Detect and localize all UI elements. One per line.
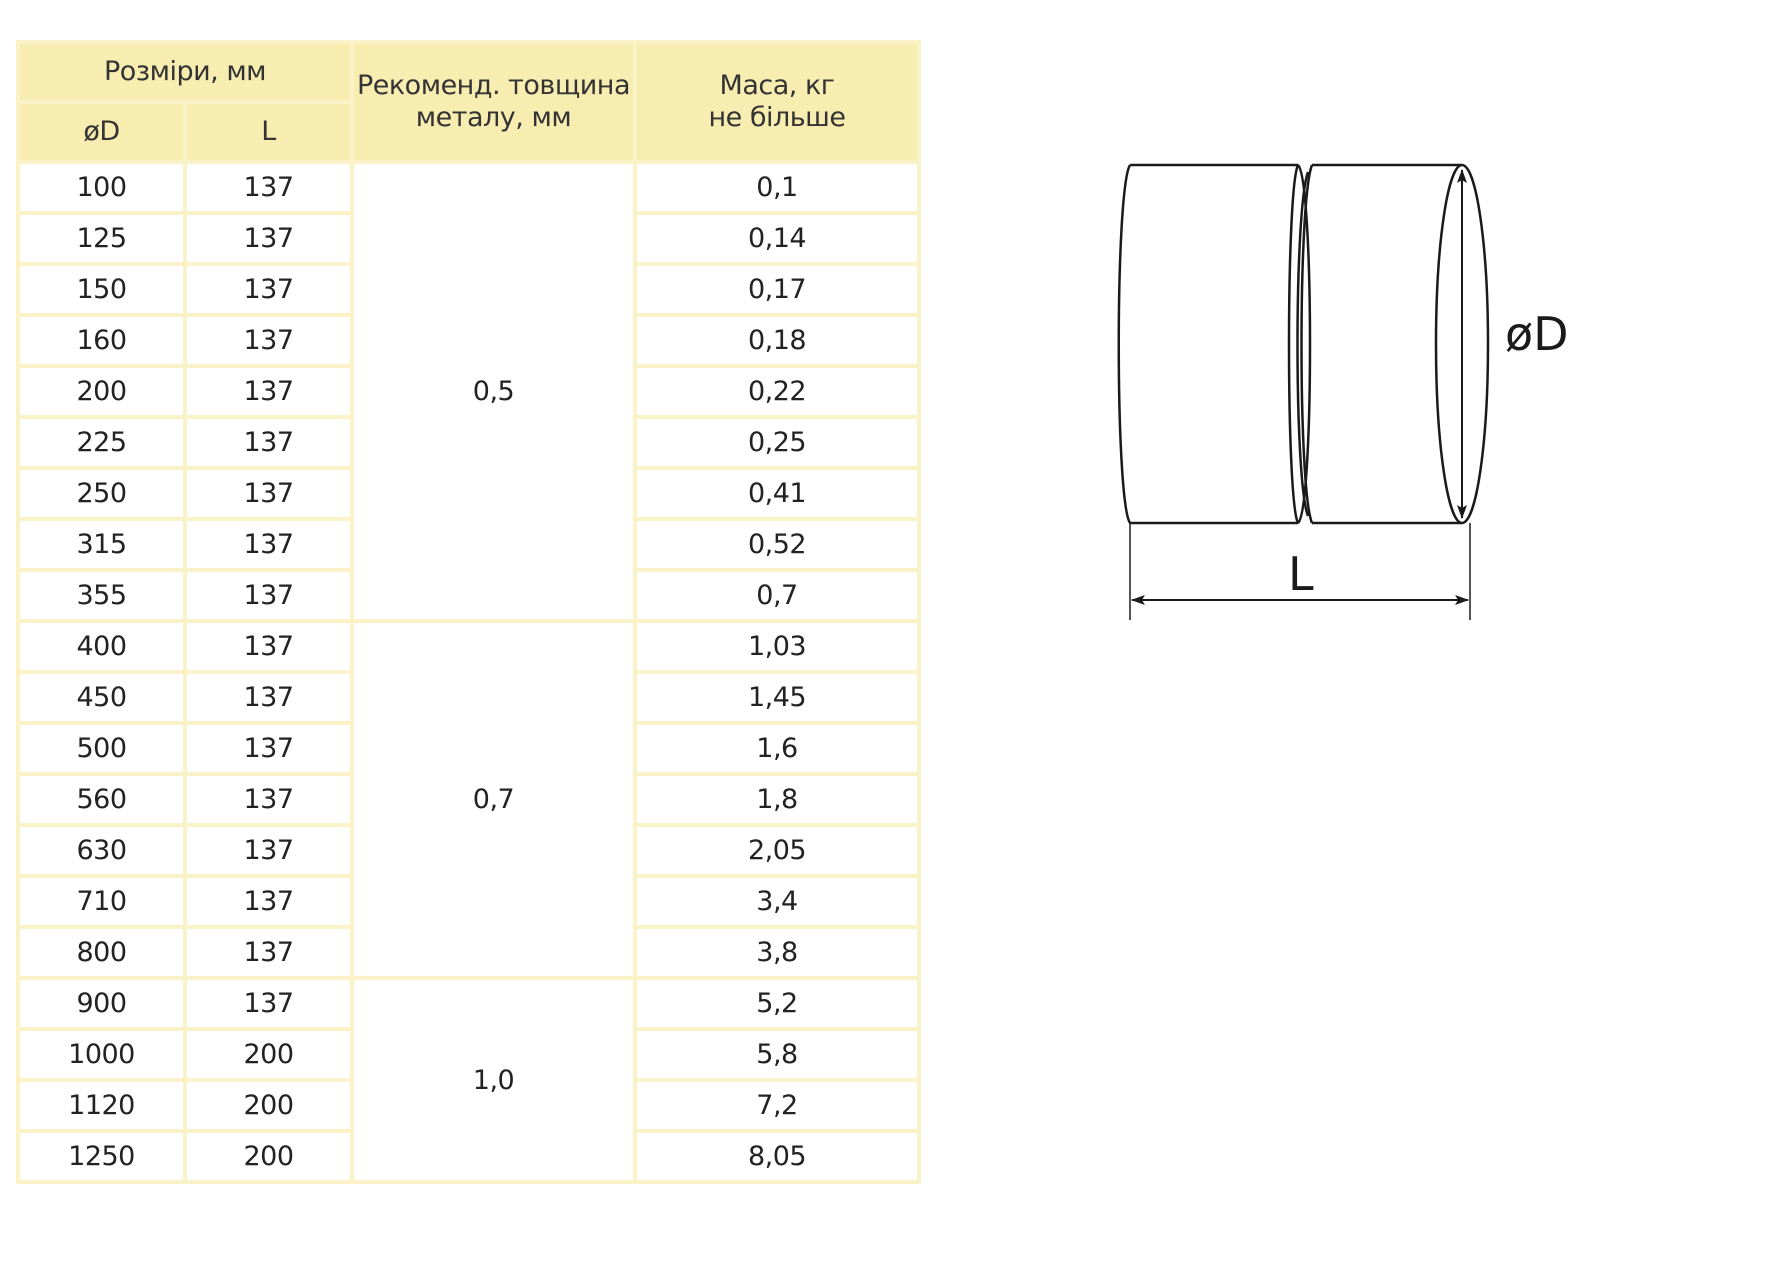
header-diameter: øD [18,102,185,162]
spec-table-container [16,40,921,1184]
cell-length: 200 [185,1029,352,1080]
header-length: L [185,102,352,162]
table-row [18,978,919,1029]
cell-length: 137 [185,876,352,927]
cell-diameter: 200 [18,366,185,417]
spec-table-header [18,42,919,162]
cell-length: 137 [185,519,352,570]
cell-length: 137 [185,417,352,468]
cell-mass: 0,41 [635,468,919,519]
header-thickness-line1: Рекоменд. товщина [356,70,631,101]
cell-diameter: 160 [18,315,185,366]
spec-table [16,40,921,1184]
cell-diameter: 560 [18,774,185,825]
cell-mass: 0,17 [635,264,919,315]
cell-length: 137 [185,621,352,672]
coupling-drawing [1100,150,1660,690]
cell-mass: 2,05 [635,825,919,876]
cell-mass: 5,8 [635,1029,919,1080]
header-mass-line1: Маса, кг [719,70,835,101]
cell-length: 137 [185,570,352,621]
cell-mass: 0,7 [635,570,919,621]
cell-mass: 5,2 [635,978,919,1029]
cell-length: 137 [185,672,352,723]
table-row [18,162,919,213]
cell-diameter: 250 [18,468,185,519]
cell-diameter: 500 [18,723,185,774]
cell-diameter: 355 [18,570,185,621]
cell-length: 137 [185,213,352,264]
cell-mass: 0,18 [635,315,919,366]
cell-diameter: 1120 [18,1080,185,1131]
cell-mass: 8,05 [635,1131,919,1182]
diameter-label: øD [1505,307,1569,361]
cell-diameter: 630 [18,825,185,876]
cell-diameter: 710 [18,876,185,927]
cell-length: 200 [185,1080,352,1131]
cell-diameter: 100 [18,162,185,213]
cell-length: 137 [185,162,352,213]
cell-length: 137 [185,264,352,315]
cell-length: 137 [185,927,352,978]
cell-length: 137 [185,723,352,774]
cell-diameter: 400 [18,621,185,672]
cell-thickness: 0,5 [352,162,635,621]
header-mass [635,42,919,162]
cell-diameter: 125 [18,213,185,264]
spec-table-body [18,162,919,1182]
cell-mass: 1,6 [635,723,919,774]
length-label: L [1288,547,1314,601]
cell-mass: 1,03 [635,621,919,672]
cell-length: 137 [185,315,352,366]
cell-diameter: 450 [18,672,185,723]
table-row [18,621,919,672]
cell-length: 200 [185,1131,352,1182]
cell-length: 137 [185,366,352,417]
cell-mass: 3,8 [635,927,919,978]
cell-thickness: 1,0 [352,978,635,1182]
cell-length: 137 [185,978,352,1029]
cell-mass: 0,1 [635,162,919,213]
cell-diameter: 150 [18,264,185,315]
header-thickness-line2: металу, мм [415,102,572,133]
header-sizes: Розміри, мм [18,42,352,102]
cell-diameter: 315 [18,519,185,570]
cell-mass: 7,2 [635,1080,919,1131]
cell-mass: 0,25 [635,417,919,468]
cell-length: 137 [185,774,352,825]
cell-diameter: 900 [18,978,185,1029]
cell-mass: 1,8 [635,774,919,825]
cell-length: 137 [185,825,352,876]
cell-mass: 1,45 [635,672,919,723]
cell-mass: 0,22 [635,366,919,417]
cell-diameter: 800 [18,927,185,978]
cell-mass: 0,14 [635,213,919,264]
cell-diameter: 1000 [18,1029,185,1080]
coupling-left-edge [1119,165,1130,523]
header-mass-line2: не більше [708,102,846,133]
coupling-diagram [1100,150,1660,690]
cell-mass: 3,4 [635,876,919,927]
cell-thickness: 0,7 [352,621,635,978]
cell-mass: 0,52 [635,519,919,570]
cell-length: 137 [185,468,352,519]
cell-diameter: 1250 [18,1131,185,1182]
cell-diameter: 225 [18,417,185,468]
header-thickness [352,42,635,162]
